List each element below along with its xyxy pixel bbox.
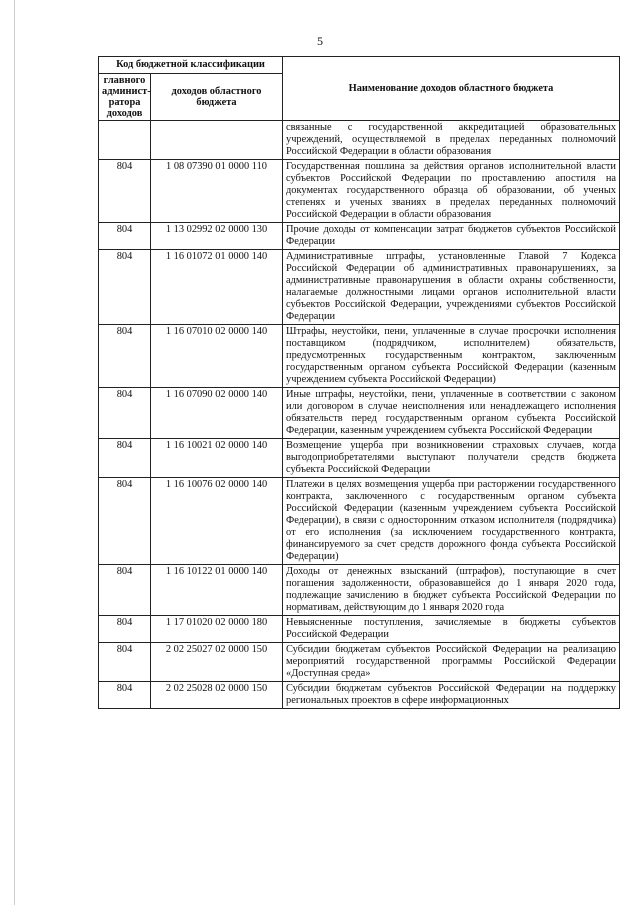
income-code-cell: 1 08 07390 01 0000 110 xyxy=(151,160,283,223)
table-row xyxy=(99,121,620,160)
table-row xyxy=(99,250,620,325)
table-row xyxy=(99,682,620,709)
income-code-cell: 1 17 01020 02 0000 180 xyxy=(151,616,283,643)
income-code-cell: 1 16 07010 02 0000 140 xyxy=(151,325,283,388)
admin-code-cell: 804 xyxy=(99,439,151,478)
admin-code-cell: 804 xyxy=(99,250,151,325)
income-name-cell: Государственная пошлина за действия органов исполнительной власти субъектов Российской Федерации по проставлению апостиля на документах государственного образца об образовании, об ученых степенях и ученых званиях в пределах переданных полномочий Российской Федерации в области образования xyxy=(283,160,620,223)
income-name-cell: Невыясненные поступления, зачисляемые в бюджеты субъектов Российской Федерации xyxy=(283,616,620,643)
income-code-cell: 1 13 02992 02 0000 130 xyxy=(151,223,283,250)
table-row xyxy=(99,565,620,616)
table-row xyxy=(99,478,620,565)
admin-code-cell: 804 xyxy=(99,682,151,709)
admin-code-cell: 804 xyxy=(99,478,151,565)
page-edge-rule xyxy=(14,0,15,905)
income-code-cell: 1 16 07090 02 0000 140 xyxy=(151,388,283,439)
table-row xyxy=(99,643,620,682)
admin-code-cell: 804 xyxy=(99,160,151,223)
admin-code-cell: 804 xyxy=(99,223,151,250)
income-code-cell xyxy=(151,121,283,160)
income-code-cell: 1 16 01072 01 0000 140 xyxy=(151,250,283,325)
income-name-cell: связанные с государственной аккредитацией образовательных учреждений, осуществляемой в пределах переданных полномочий Российской Федерации в области образования xyxy=(283,121,620,160)
table-row xyxy=(99,160,620,223)
table-row xyxy=(99,223,620,250)
income-name-cell: Субсидии бюджетам субъектов Российской Федерации на реализацию мероприятий государственной программы Российской Федерации «Доступная среда» xyxy=(283,643,620,682)
income-name-cell: Административные штрафы, установленные Главой 7 Кодекса Российской Федерации об административных правонарушениях, за административные правонарушения в области охраны собственности, налагаемые должностными лицами органов исполнительной власти субъектов Российской Федерации, учреждениями субъектов Российской Федерации xyxy=(283,250,620,325)
income-name-cell: Прочие доходы от компенсации затрат бюджетов субъектов Российской Федерации xyxy=(283,223,620,250)
admin-code-cell: 804 xyxy=(99,388,151,439)
classification-header: Код бюджетной классификации xyxy=(99,57,283,74)
table-row xyxy=(99,388,620,439)
income-name-cell: Возмещение ущерба при возникновении страховых случаев, когда выгодоприобретателями выступают получатели средств бюджета субъекта Российской Федерации xyxy=(283,439,620,478)
admin-code-cell: 804 xyxy=(99,565,151,616)
income-code-cell: 2 02 25028 02 0000 150 xyxy=(151,682,283,709)
income-code-cell: 1 16 10021 02 0000 140 xyxy=(151,439,283,478)
table-row xyxy=(99,325,620,388)
budget-classification-table xyxy=(98,56,620,709)
admin-code-cell: 804 xyxy=(99,643,151,682)
name-column-header: Наименование доходов областного бюджета xyxy=(283,57,620,121)
income-name-cell: Доходы от денежных взысканий (штрафов), поступающие в счет погашения задолженности, образовавшейся до 1 января 2020 года, подлежащие зачислению в бюджет субъекта Российской Федерации по нормативам, действующим до 1 января 2020 года xyxy=(283,565,620,616)
admin-code-cell: 804 xyxy=(99,616,151,643)
table-body xyxy=(99,121,620,709)
table-row xyxy=(99,616,620,643)
income-name-cell: Платежи в целях возмещения ущерба при расторжении государственного контракта, заключенного с государственным органом субъекта Российской Федерации (казенным учреждением субъекта Российской Федерации), в связи с односторонним отказом исполнителя (подрядчика) от его исполнения (за исключением государственного контракта, финансируемого за счет средств дорожного фонда субъекта Российской Федерации) xyxy=(283,478,620,565)
income-name-cell: Штрафы, неустойки, пени, уплаченные в случае просрочки исполнения поставщиком (подрядчиком, исполнителем) обязательств, предусмотренных государственным контрактом, заключенным государственным органом субъекта Российской Федерации (казенным учреждением субъекта Российской Федерации) xyxy=(283,325,620,388)
admin-column-header: главного админист-ратора доходов xyxy=(99,74,151,121)
income-code-cell: 2 02 25027 02 0000 150 xyxy=(151,643,283,682)
income-name-cell: Иные штрафы, неустойки, пени, уплаченные в соответствии с законом или договором в случае неисполнения или ненадлежащего исполнения обязательств перед государственным органом субъекта Российской Федерации, казенным учреждением субъекта Российской Федерации xyxy=(283,388,620,439)
admin-code-cell: 804 xyxy=(99,325,151,388)
income-code-cell: 1 16 10076 02 0000 140 xyxy=(151,478,283,565)
page-number: 5 xyxy=(317,34,323,48)
table-row xyxy=(99,439,620,478)
income-code-cell: 1 16 10122 01 0000 140 xyxy=(151,565,283,616)
income-column-header: доходов областного бюджета xyxy=(151,74,283,121)
admin-code-cell xyxy=(99,121,151,160)
income-name-cell: Субсидии бюджетам субъектов Российской Федерации на поддержку региональных проектов в сфере информационных xyxy=(283,682,620,709)
